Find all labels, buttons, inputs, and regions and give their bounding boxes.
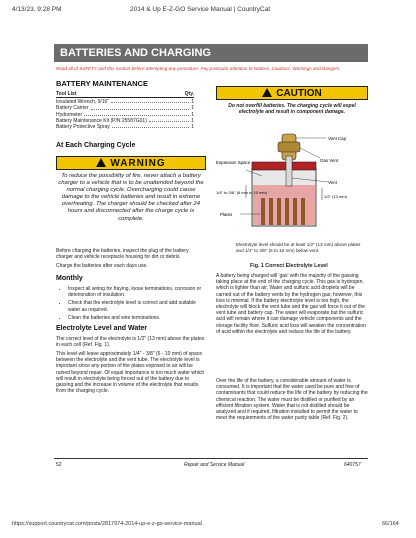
label-expansion-space: Expansion Space xyxy=(216,160,251,165)
electrolyte-para-1: The correct level of the electrolyte is 1/2" (13 mm) above the plates in each cell (Ref. Fig. 1). xyxy=(56,336,205,349)
figure-caption: Fig. 1 Correct Electrolyte Level xyxy=(250,263,328,269)
footer-rule xyxy=(54,458,368,459)
tool-name: Insulated Wrench, 9/16" xyxy=(56,99,110,106)
list-item: • Clean the batteries and wire terminations. xyxy=(68,315,206,321)
warning-triangle-icon xyxy=(262,88,272,97)
charging-para-2: Charge the batteries after each days use. xyxy=(56,263,148,269)
page-number: 52 xyxy=(56,462,62,468)
print-page-counter: 66/164 xyxy=(382,521,399,527)
charging-cycle-heading: At Each Charging Cycle xyxy=(56,142,136,149)
list-item: • Inspect all wiring for fraying, loose terminations, corrosion or deterioration of insulation. xyxy=(68,286,206,298)
right-para-1: A battery being charged will 'gas' with the majority of the gassing taking place at the end of the charging cycle. This gas is hydrogen, which is lighter than air. Water and sulfuric acid droplets will be carried out of the battery vents by the hydrogen gas; however, this loss is minimal. If the battery electrolyte level is too high, the electrolyte will block the vent tube and the gas will force it out of the vent tube and battery cap. The water will evaporate but the sulfuric acid will remain where it can damage vehicle components and the storage facility floor. Sulfuric acid loss will weaken the concentration of acid within the electrolyte and reduce the life of the battery. xyxy=(216,273,366,335)
label-gap: 1/4" to 3/8" (6 mm to 10 mm) xyxy=(216,190,268,195)
monthly-heading: Monthly xyxy=(56,275,83,282)
safety-note: Read all of SAFETY and this section before attempting any procedure. Pay particular attention to Notices, Cautions, Warnings and Dangers. xyxy=(56,66,341,71)
warning-label: WARNING xyxy=(110,158,166,169)
label-vent: Vent xyxy=(328,180,337,185)
label-gas-vent: Gas Vent xyxy=(320,158,339,163)
plate xyxy=(277,198,281,225)
warning-banner xyxy=(56,156,206,170)
tool-qty: 1 xyxy=(191,124,194,131)
warning-text: To reduce the possibility of fire, never attach a battery charger to a vehicle that is to be unattended beyond the normal charging cycle. Overcharging could cause damage to the vehicle batteries and result in extreme overheating. The charger should be checked after 24 hours and disconnected after the charge cycle is complete. xyxy=(58,173,204,222)
electrolyte-heading: Electrolyte Level and Water xyxy=(56,325,148,332)
plate xyxy=(285,198,289,225)
footer-center: Repair and Service Manual xyxy=(184,462,245,468)
doc-code: 640757 xyxy=(344,462,361,468)
caution-text: Do not overfill batteries. The charging cycle will expel electrolyte and result in component damage. xyxy=(228,103,356,116)
section-title: BATTERIES AND CHARGING xyxy=(54,44,368,62)
tool-list-label: Tool List xyxy=(56,91,77,97)
tool-qty: 1 xyxy=(191,99,194,106)
caution-label: CAUTION xyxy=(276,88,322,99)
list-item: • Check that the electrolyte level is correct and add suitable water as required. xyxy=(68,300,206,312)
label-half-inch: 1/2" (13 mm) xyxy=(324,194,347,199)
tool-qty: 1 xyxy=(191,105,194,112)
electrolyte-diagram xyxy=(216,130,370,240)
plate xyxy=(269,198,273,225)
print-timestamp: 4/13/23, 9:28 PM xyxy=(12,6,62,13)
maintenance-heading: BATTERY MAINTENANCE xyxy=(56,79,148,88)
electrolyte-para-2: This level will leave approximately 1/4" - 3/8" (6 - 10 mm) of space between the electrolyte and the vent tube. The electrolyte level is important since any portion of the plates exposed to air will be ruined beyond repair. Of equal importance is too much water which will result in electrolyte being forced out of the battery due to gassing and the increase in volume of the electrolyte that results from the charging cycle. xyxy=(56,351,205,395)
print-url: https://support.countrycat.com/posts/2817974-2014-up-e-z-go-service-manual xyxy=(12,521,202,527)
tool-row xyxy=(56,124,194,130)
plate xyxy=(301,198,305,225)
battery-cover xyxy=(252,162,316,170)
tool-name: Battery Protective Spray xyxy=(56,124,110,131)
tool-list xyxy=(56,91,194,130)
tool-name: Battery Carrier xyxy=(56,105,89,112)
print-page-title: 2014 & Up E-Z-GO Service Manual | CountryCat xyxy=(130,6,271,13)
tool-qty: 1 xyxy=(191,117,194,124)
tool-list-header xyxy=(56,91,194,98)
tool-qty: 1 xyxy=(191,111,194,118)
charging-para-1: Before charging the batteries, inspect the plug of the battery charger and vehicle receptacle housing for dirt or debris. xyxy=(56,248,189,261)
plate xyxy=(293,198,297,225)
right-para-2: Over the life of the battery, a considerable amount of water is consumed. It is important that the water used be pure and free of contaminants that could reduce the life of the battery by reducing the chemical reaction. The water must be distilled or purified by an efficient filtration system. Water that is not distilled should be analyzed and if required, filtration installed to permit the water to meet the requirements of the water purity table (Ref. Fig. 2). xyxy=(216,378,368,422)
plate xyxy=(261,198,265,225)
warning-triangle-icon xyxy=(96,158,106,167)
label-vent-cap: Vent Cap xyxy=(328,136,347,141)
tool-name: Hydrometer xyxy=(56,111,83,118)
qty-label: Qty. xyxy=(184,91,194,97)
caution-banner xyxy=(216,86,368,100)
monthly-list xyxy=(56,286,206,323)
label-plates: Plates xyxy=(220,212,233,217)
browser-header xyxy=(0,0,416,14)
tool-name: Battery Maintenance Kit (P/N 25587G01) xyxy=(56,117,147,124)
figure-note: Electrolyte level should be at least 1/2" (13 mm) above plates and 1/4" to 3/8" (6 to 10 mm) below vent. xyxy=(236,242,361,253)
